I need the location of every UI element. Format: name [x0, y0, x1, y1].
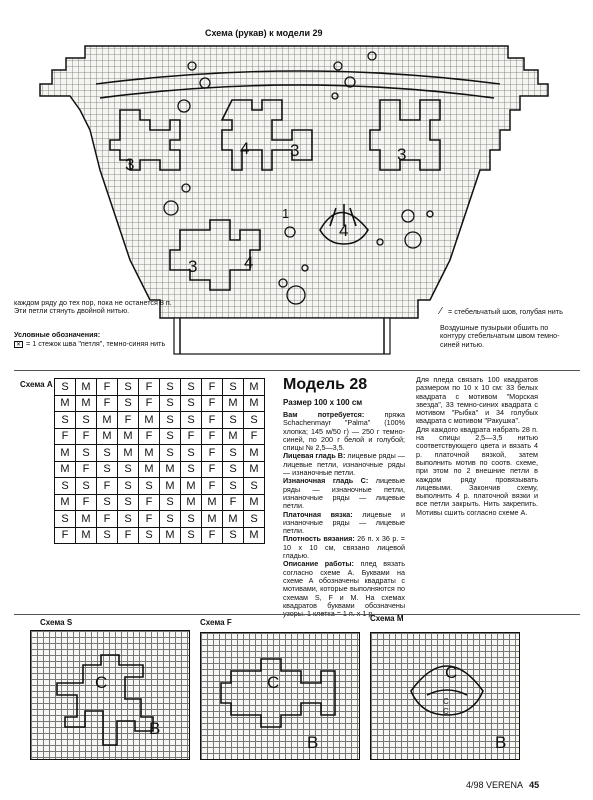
schema-a-cell: F [118, 412, 139, 429]
garter-heading: Платочная вязка: [283, 509, 353, 519]
schema-a-cell: F [118, 527, 139, 544]
divider-top [14, 370, 580, 371]
schema-s-grid [30, 630, 190, 760]
schema-a-cell: S [181, 527, 202, 544]
sleeve-num-1: 3 [125, 155, 135, 174]
schema-s-b: B [149, 719, 161, 738]
divider-middle [14, 614, 580, 615]
schema-a-cell: M [244, 445, 265, 462]
schema-a-table [54, 378, 265, 544]
schema-a-cell: M [139, 445, 160, 462]
sleeve-left-note: каждом ряду до тех пор, пока не останется 8 п. Эти петли стянуть двойной нитью. [14, 298, 172, 316]
schema-a-cell: M [55, 494, 76, 511]
schema-a-cell: S [118, 461, 139, 478]
schema-a-cell: F [139, 379, 160, 396]
schema-a-cell: S [244, 511, 265, 528]
description-text: плед вязать согласно схеме А. Буквами на схеме А обозначены квадраты с мотивами, которые выполняются по схемам S, F и M. На схемах квадратов буквами обозначены узоры. 1 клетка = 1 п. x 1 р. [283, 559, 406, 619]
stitch-b-text: лицевые ряды — лицевые петли, изнаночные ряды — изнаночные петли. [283, 451, 405, 478]
schema-a-cell: S [76, 478, 97, 495]
schema-a-cell: F [202, 478, 223, 495]
schema-a-cell: F [202, 379, 223, 396]
schema-a-cell: F [202, 412, 223, 429]
schema-a-cell: S [160, 494, 181, 511]
schema-a-cell: S [160, 412, 181, 429]
schema-a-cell: M [76, 527, 97, 544]
schema-a-cell: S [55, 412, 76, 429]
schema-a-row [55, 395, 265, 412]
gauge-heading: Плотность вязания: [283, 534, 355, 544]
sleeve-num-6: 1 [282, 206, 290, 221]
schema-a-cell: M [244, 461, 265, 478]
sleeve-num-5: 4 [339, 221, 349, 240]
schema-a-cell: S [181, 395, 202, 412]
materials-heading: Вам потребуется: [283, 410, 365, 419]
bubbles-note: Воздушные пузырьки обшить по контуру стебельчатым швом темно-синей нитью. [440, 323, 560, 349]
schema-a-cell: S [160, 395, 181, 412]
schema-a-cell: M [160, 527, 181, 544]
schema-a-cell: F [202, 445, 223, 462]
schema-a-cell: S [160, 445, 181, 462]
schema-a-cell: S [181, 379, 202, 396]
schema-a-cell: M [76, 379, 97, 396]
schema-a-cell: S [223, 461, 244, 478]
schema-a-cell: M [160, 461, 181, 478]
schema-a-cell: S [244, 412, 265, 429]
sleeve-num-8: 3 [188, 257, 198, 276]
schema-a-cell: F [55, 428, 76, 445]
schema-a-cell: M [223, 395, 244, 412]
schema-a-cell: S [181, 511, 202, 528]
model-size: Размер 100 x 100 см [283, 398, 363, 407]
schema-m-c2: C [443, 697, 449, 706]
schema-a-cell: F [202, 428, 223, 445]
garter-text: лицевые и изнаночные ряды — лицевые петли. [283, 509, 405, 536]
schema-a-cell: M [244, 494, 265, 511]
gauge-text: 26 п. x 36 р. = 10 x 10 см, связано лицевой гладью. [283, 534, 405, 561]
schema-a-cell: S [118, 395, 139, 412]
schema-a-cell: F [97, 379, 118, 396]
schema-a-cell: M [160, 478, 181, 495]
schema-a-cell: S [97, 527, 118, 544]
starfish-motif [57, 655, 153, 745]
schema-s-c: C [95, 673, 108, 692]
schema-a-cell: S [55, 478, 76, 495]
schema-a-row [55, 511, 265, 528]
model-title: Модель 28 [283, 376, 368, 393]
schema-a-cell: S [97, 461, 118, 478]
schema-m-label: Схема M [370, 614, 404, 623]
schema-a-cell: F [55, 527, 76, 544]
schema-a-cell: M [202, 494, 223, 511]
schema-a-cell: M [223, 428, 244, 445]
sleeve-num-4: 3 [397, 145, 407, 164]
sleeve-num-7: 4 [244, 253, 254, 272]
instructions-paragraph: Для каждого квадрата набрать 28 п. на спицы 2,5—3,5 нитью соответствующего цвета и вязать 4 р. платочной вязкой, затем выполнить мотив по соотв. схеме, при этом по 2 внешние петли в каждом ряду провязывать лицевыми. Закончив схему, выполнить 4 р. платочной вязки и все петли закрыть. Нить закрепить. Мотивы сшить согласно схеме А. [416, 424, 538, 517]
schema-a-row [55, 412, 265, 429]
materials-text: пряжа Schachenmayr "Palma" (100% хлопка; 145 м/50 г) — 250 г темно-синей, по 200 г белой и голубой; спицы № 2,5—3,5. [283, 410, 406, 453]
schema-a-cell: M [76, 395, 97, 412]
schema-a-cell: S [160, 379, 181, 396]
schema-m-b: B [495, 733, 507, 752]
schema-a-cell: S [118, 478, 139, 495]
schema-a-cell: S [223, 445, 244, 462]
legend-title: Условные обозначения: [14, 330, 101, 339]
schema-f-c: C [267, 673, 280, 692]
schema-a-cell: S [97, 494, 118, 511]
schema-a-label: Схема А [20, 380, 53, 389]
schema-a-cell: F [76, 428, 97, 445]
schema-a-cell: M [139, 412, 160, 429]
schema-a-cell: M [55, 461, 76, 478]
schema-a-cell: F [76, 461, 97, 478]
schema-a-cell: S [118, 511, 139, 528]
schema-m-c: C [445, 663, 458, 682]
schema-a-cell: M [97, 412, 118, 429]
schema-f-b: B [307, 733, 319, 752]
schema-a-cell: M [244, 527, 265, 544]
schema-a-cell: M [202, 511, 223, 528]
sleeve-title: Схема (рукав) к модели 29 [205, 28, 323, 38]
schema-a-cell: F [139, 511, 160, 528]
stem-stitch-symbol: ⁄ [440, 306, 442, 317]
schema-a-cell: S [139, 527, 160, 544]
schema-a-row [55, 461, 265, 478]
schema-a-cell: F [202, 527, 223, 544]
model-column-2 [283, 411, 405, 618]
schema-a-row [55, 494, 265, 511]
stitch-b-heading: Лицевая гладь В: [283, 451, 346, 461]
footer-magazine: VERENA [486, 780, 523, 790]
description-heading: Описание работы: [283, 559, 354, 569]
schema-a-cell: S [181, 445, 202, 462]
schema-a-cell: F [139, 494, 160, 511]
schema-a-cell: F [202, 395, 223, 412]
sleeve-cuff [174, 318, 390, 354]
schema-a-cell: S [223, 412, 244, 429]
page-footer [466, 780, 539, 790]
sleeve-num-2: 4 [240, 139, 250, 158]
schema-a-cell: S [181, 412, 202, 429]
sleeve-shape [40, 46, 548, 318]
stitch-c-heading: Изнаночная гладь С: [283, 476, 369, 486]
schema-a-cell: F [202, 461, 223, 478]
schema-a-cell: S [97, 445, 118, 462]
schema-a-cell: F [139, 428, 160, 445]
schema-a-cell: S [76, 412, 97, 429]
legend-item-loop-stitch: = 1 стежок шва "петля", темно-синяя нить [26, 339, 166, 348]
schema-a-cell: S [139, 478, 160, 495]
schema-a-cell: F [97, 478, 118, 495]
schema-a-cell: M [118, 445, 139, 462]
schema-a-cell: M [139, 461, 160, 478]
schema-a-cell: S [223, 527, 244, 544]
schema-a-cell: S [160, 428, 181, 445]
schema-a-row [55, 527, 265, 544]
model-column-3 [416, 376, 538, 517]
footer-page: 45 [529, 780, 540, 790]
legend-stem-stitch: = стебельчатый шов, голубая нить [448, 307, 563, 316]
schema-s-label: Схема S [40, 618, 73, 627]
loop-stitch-symbol: ✕ [15, 342, 22, 348]
schema-a-cell: M [76, 511, 97, 528]
colors-paragraph: Для пледа связать 100 квадратов размером по 10 x 10 см: 33 белых квадрата с мотивом "Морская звезда", 33 темно-синих квадрата с мотивом "Рыбка" и 34 голубых квадрата с мотивом "Ракушка". [416, 375, 538, 426]
schema-a-cell: M [244, 379, 265, 396]
schema-f-grid [200, 632, 360, 760]
schema-a-cell: S [55, 511, 76, 528]
schema-m-c3: C [443, 707, 449, 716]
schema-a-cell: M [181, 478, 202, 495]
schema-a-cell: F [244, 428, 265, 445]
schema-a-cell: F [223, 494, 244, 511]
schema-a-cell: S [181, 461, 202, 478]
schema-a-cell: F [139, 395, 160, 412]
schema-a-cell: F [97, 395, 118, 412]
schema-a-cell: S [55, 379, 76, 396]
sleeve-num-3: 3 [290, 141, 300, 160]
schema-a-cell: S [118, 494, 139, 511]
schema-a-cell: S [223, 478, 244, 495]
fish-motif [221, 659, 335, 727]
schema-a-cell: S [76, 445, 97, 462]
schema-a-cell: M [97, 428, 118, 445]
schema-a-cell: M [244, 395, 265, 412]
stitch-c-text: лицевые ряды — изнаночные петли, изнаночные ряды — лицевые петли. [283, 476, 405, 511]
schema-a-cell: M [55, 445, 76, 462]
schema-a-row [55, 428, 265, 445]
schema-a-cell: S [223, 379, 244, 396]
schema-a-cell: M [55, 395, 76, 412]
schema-m-grid [370, 632, 520, 760]
schema-a-cell: M [118, 428, 139, 445]
schema-a-cell: F [97, 511, 118, 528]
schema-a-cell: M [223, 511, 244, 528]
schema-a-row [55, 478, 265, 495]
schema-a-row [55, 379, 265, 396]
schema-a-cell: M [181, 494, 202, 511]
footer-issue: 4/98 [466, 780, 484, 790]
schema-a-row [55, 445, 265, 462]
schema-a-cell: S [160, 511, 181, 528]
schema-a-cell: F [76, 494, 97, 511]
schema-f-label: Схема F [200, 618, 232, 627]
schema-a-cell: S [244, 478, 265, 495]
schema-a-cell: F [181, 428, 202, 445]
schema-a-cell: S [118, 379, 139, 396]
